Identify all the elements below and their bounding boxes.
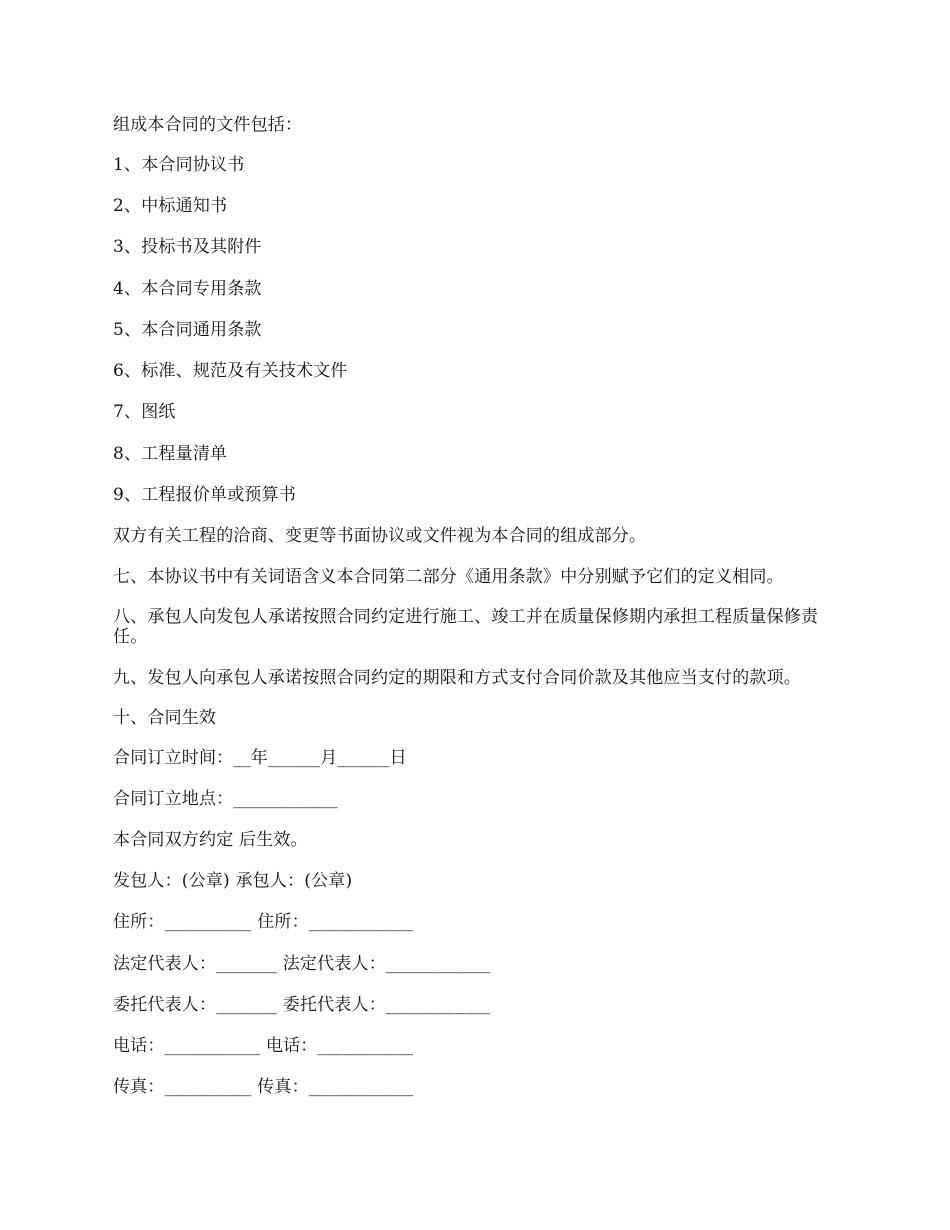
phone-line: 电话：___________ 电话：___________ [113,1036,414,1056]
document-item-4: 4、本合同专用条款 [113,279,262,299]
document-item-7: 7、图纸 [113,402,176,422]
document-item-6: 6、标准、规范及有关技术文件 [113,361,348,381]
clause-ten-heading: 十、合同生效 [113,708,217,728]
document-item-8: 8、工程量清单 [113,444,228,464]
document-item-5: 5、本合同通用条款 [113,320,262,340]
document-item-3: 3、投标书及其附件 [113,237,262,257]
clause-seven: 七、本协议书中有关词语含义本合同第二部分《通用条款》中分别赋予它们的定义相同。 [113,567,784,587]
contract-documents-intro: 组成本合同的文件包括： [113,115,303,135]
party-seals-line: 发包人：(公章) 承包人：(公章) [113,871,353,891]
clause-eight: 八、承包人向发包人承诺按照合同约定进行施工、竣工并在质量保修期内承担工程质量保修责任。 [113,607,819,647]
signing-place-field: 合同订立地点：____________ [113,789,338,809]
address-line: 住所：__________ 住所：____________ [113,912,414,932]
effective-clause: 本合同双方约定 后生效。 [113,830,308,850]
legal-representative-line: 法定代表人：_______ 法定代表人：____________ [113,954,491,974]
signing-date-field: 合同订立时间：__年______月______日 [113,748,407,768]
clause-nine: 九、发包人向承包人承诺按照合同约定的期限和方式支付合同价款及其他应当支付的款项。 [113,668,801,688]
document-item-9: 9、工程报价单或预算书 [113,485,297,505]
supplementary-agreements-clause: 双方有关工程的洽商、变更等书面协议或文件视为本合同的组成部分。 [113,526,647,546]
document-item-2: 2、中标通知书 [113,196,228,216]
document-item-1: 1、本合同协议书 [113,155,245,175]
fax-line: 传真：__________ 传真：____________ [113,1077,414,1097]
authorized-representative-line: 委托代表人：_______ 委托代表人：____________ [113,995,491,1015]
